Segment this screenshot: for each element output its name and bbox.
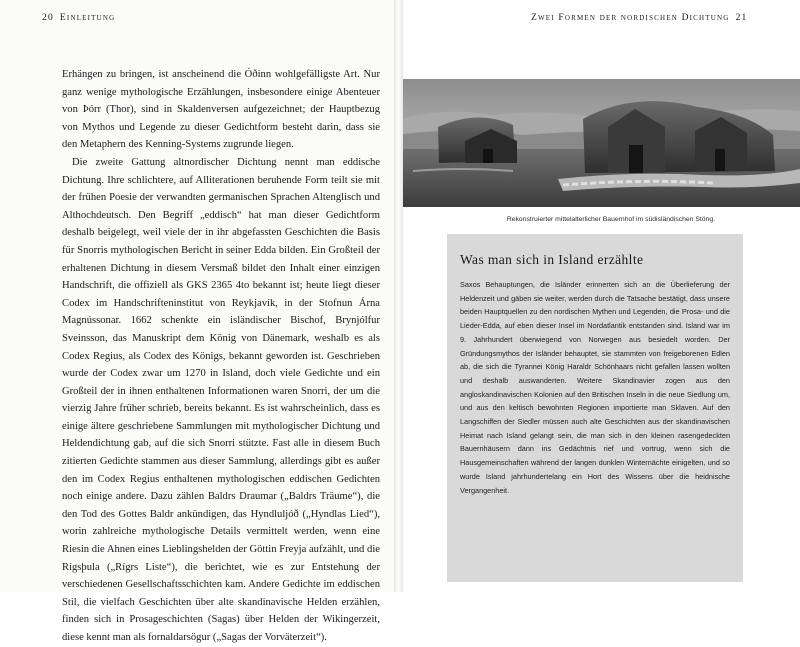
sidebar-box — [447, 234, 743, 582]
left-page — [0, 0, 394, 643]
photo-caption: Rekonstruierter mittelalterlicher Bauernhof im südisländischen Stöng. — [506, 216, 715, 223]
book-gutter — [394, 0, 403, 592]
left-running-head-title: Einleitung — [59, 13, 116, 23]
left-page-number: 20 — [42, 13, 54, 23]
right-running-head-title: Zwei Formen der nordischen Dichtung — [531, 13, 730, 23]
body-paragraph: Die zweite Gattung altnordischer Dichtung nennt man eddische Dichtung. Ihre schlichtere, auf Alliterationen beruhende Form teilt sie mit der frühen Poesie der verwandten germanischen Sprachen Altenglisch und Althochdeutsch. Den Begriff „eddisch“ hat man dieser Gedichtform deshalb beigelegt, weil viele der in ihr abgefassten Geschichten die Basis für Snorris mythologischen Bericht in seiner Edda bilden. Ein Großteil der erhaltenen Dichtung in diesem Versmaß bildet den Inhalt einer einzigen Handschrift, die offiziell als GKS 2365 4to bekannt ist; heute liegt dieser Codex im Handschrifteninstitut von Reykjavík, in der Stofnun Árna Magnússonar. 1662 schenkte ein isländischer Bischof, Brynjólfur Sveinsson, das Manuskript dem König von Dänemark, weshalb es als Codex Regius, als Codex des Königs, bekannt geworden ist. Geschrieben wurde der Codex zwar um 1270 in Island, doch viele Gedichte und ein Großteil der in ihnen enthaltenen Informationen waren Snorri, der um die vierzig Jahre früher schrieb, bereits bekannt. Es ist wahrscheinlich, dass es einige ältere geschriebene Sammlungen mit mythologischer Dichtung und Heldendichtung gab, auf die sich Snorri stützte. Fast alle in diesem Buch zitierten Gedichte stammen aus dieser Sammlung, allerdings gibt es außer den im Codex Regius enthaltenen mythologischen eddischen Gedichten noch einige andere. Dazu zählen Baldrs Draumar („Baldrs Träume“), die den Tod des Gottes Baldr ankündigen, das Hyndluljóð („Hyndlas Lied“), worin zahlreiche mythologische Details vermittelt werden, wenn eine Riesin die Ahnen eines Lieblingshelden der Göttin Freyja aufzählt, und die Rígsþula („Rígrs Liste“), die berichtet, wie es zur Entstehung der verschiedenen Gesellschaftsschichten kam. Andere Gedichte im eddischen Stil, die vielfach Geschichten über alte skandinavische Helden erzählen, finden sich in Prosageschichten (Sagas) über Helden der Wikingerzeit, diese kennt man als fornaldarsögur („Sagas der Vorväterzeit“). — [62, 156, 380, 643]
right-page — [403, 0, 800, 592]
left-body-text — [62, 66, 380, 647]
right-page-number: 21 — [735, 13, 748, 23]
left-running-head — [36, 13, 115, 23]
sidebar-box-title: Was man sich in Island erzählte — [460, 252, 644, 267]
right-running-head — [531, 13, 753, 23]
body-paragraph: Erhängen zu bringen, ist anscheinend die Óðinn wohlgefälligste Art. Nur ganz wenige mythologische Erzählungen, insbesondere einige Abenteuer von Þórr (Thor), sind in Skaldenversen aufgezeichnet; der Hauptbezug von Mythos und Legende zu dieser Gedichtform besteht darin, dass sie den Metaphern des Kenning-Systems zugrunde liegen. — [62, 69, 380, 151]
sidebar-box-text: Saxos Behauptungen, die Isländer erinnerten sich an die Überlieferung der Heldenzeit und gäben sie weiter, werden durch die Tatsache bestätigt, dass unsere beiden Hauptquellen zu den nordischen Mythen und Legenden, die Prosa- und die Lieder-Edda, auf eben dieser Insel im Nordatlantik entstanden sind. Island war im 9. Jahrhundert überwiegend von Norwegen aus besiedelt worden. Der Gründungsmythos der Isländer behauptet, sie stammten von freigeborenen Edlen ab, die sich die Tyrannei König Haraldr Schönhaars nicht gefallen lassen wollten und deshalb auswanderten. Weitere Skandinavier zogen aus den angloskandinavischen Kolonien auf den Britischen Inseln in die neue Siedlung um, und aus den keltisch bewohnten Regionen importierte man Sklaven. Auf den Langschiffen der Siedler müssen auch alte Geschichten aus der skandinavischen Heimat nach Island gelangt sein, die man sich in den kleinen rasengedeckten Bauernhäusern dann ins Gedächtnis rief und vortrug, wenn sich die Hausgemeinschaften während der langen dunklen Winternächte einigelten, und so wurde Island jahrhundertelang ein Hort des Wissens über die heidnische Vergangenheit. — [460, 280, 730, 495]
